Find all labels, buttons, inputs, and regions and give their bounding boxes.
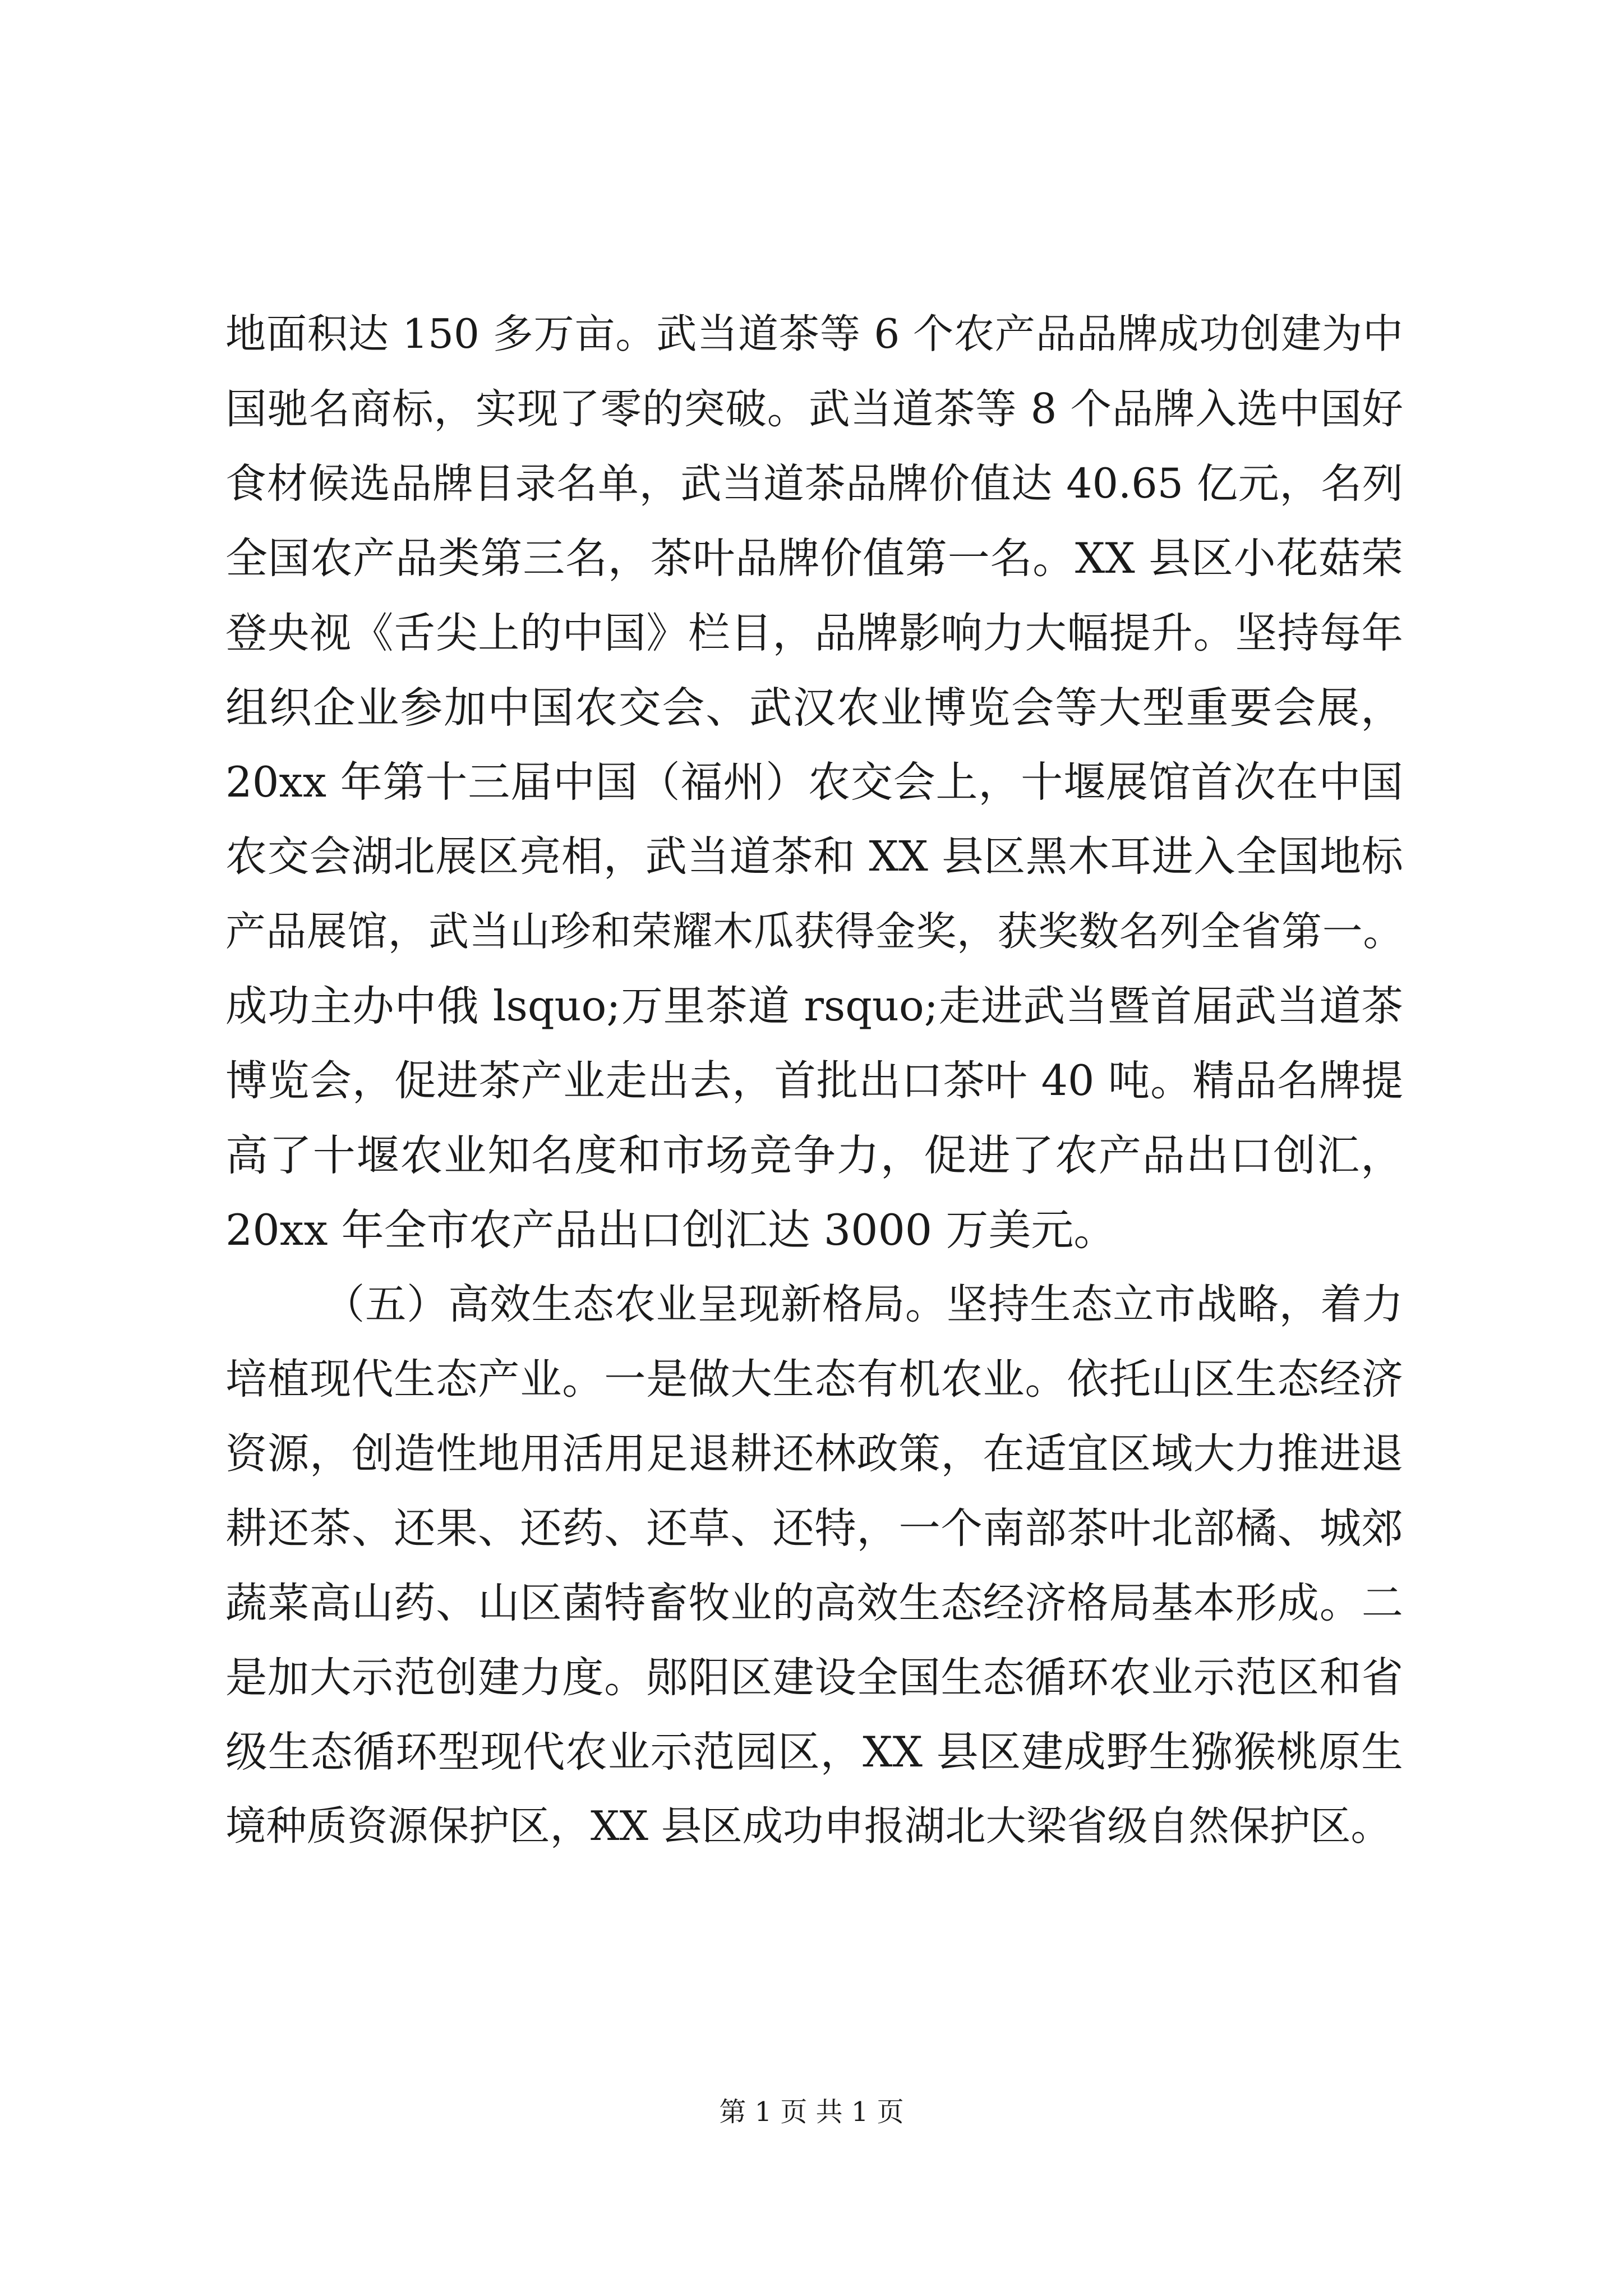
paragraph-line: 组织企业参加中国农交会、武汉农业博览会等大型重要会展，: [225, 683, 1403, 733]
paragraph-line: 地面积达 150 多万亩。武当道茶等 6 个农产品品牌成功创建为中: [225, 311, 1403, 358]
paragraph-line: 培植现代生态产业。一是做大生态有机农业。依托山区生态经济: [225, 1355, 1403, 1404]
paragraph-line: 食材候选品牌目录名单，武当道茶品牌价值达 40.65 亿元，名列: [225, 460, 1403, 508]
paragraph-line: 20xx 年全市农产品出口创汇达 3000 万美元。: [225, 1205, 1117, 1255]
document-body: [225, 297, 1403, 1864]
paragraph-line: 博览会，促进茶产业走出去，首批出口茶叶 40 吨。精品名牌提: [225, 1056, 1403, 1105]
paragraph-line: 全国农产品类第三名，茶叶品牌价值第一名。XX 县区小花菇荣: [225, 533, 1403, 583]
paragraph-line: 国驰名商标，实现了零的突破。武当道茶等 8 个品牌入选中国好: [225, 385, 1403, 433]
paragraph-line: 产品展馆，武当山珍和荣耀木瓜获得金奖，获奖数名列全省第一。: [225, 908, 1403, 955]
paragraph-line: 资源，创造性地用活用足退耕还林政策，在适宜区域大力推进退: [225, 1429, 1403, 1478]
paragraph-line: 20xx 年第十三届中国（福州）农交会上，十堰展馆首次在中国: [225, 757, 1403, 807]
paragraph-line: 境种质资源保护区，XX 县区成功申报湖北大梁省级自然保护区。: [225, 1803, 1391, 1850]
paragraph-line: 是加大示范创建力度。郧阳区建设全国生态循环农业示范区和省: [225, 1653, 1403, 1702]
paragraph-2: [225, 1267, 1403, 1864]
paragraph-line: 成功主办中俄 lsquo;万里茶道 rsquo;走进武当暨首届武当道茶: [225, 982, 1403, 1030]
paragraph-line: 蔬菜高山药、山区菌特畜牧业的高效生态经济格局基本形成。二: [225, 1579, 1403, 1627]
paragraph-line: 登央视《舌尖上的中国》栏目，品牌影响力大幅提升。坚持每年: [225, 609, 1403, 657]
paragraph-line: 级生态循环型现代农业示范园区，XX 县区建成野生猕猴桃原生: [225, 1727, 1403, 1777]
paragraph-line: 耕还茶、还果、还药、还草、还特，一个南部茶叶北部橘、城郊: [225, 1504, 1403, 1553]
page-number-footer: 第 1 页 共 1 页: [719, 2096, 904, 2128]
paragraph-line: 高了十堰农业知名度和市场竞争力，促进了农产品出口创汇，: [225, 1130, 1403, 1180]
paragraph-line: 农交会湖北展区亮相，武当道茶和 XX 县区黑木耳进入全国地标: [225, 832, 1403, 881]
paragraph-line: （五）高效生态农业呈现新格局。坚持生态立市战略，着力: [324, 1281, 1403, 1328]
paragraph-1: [225, 297, 1403, 1267]
